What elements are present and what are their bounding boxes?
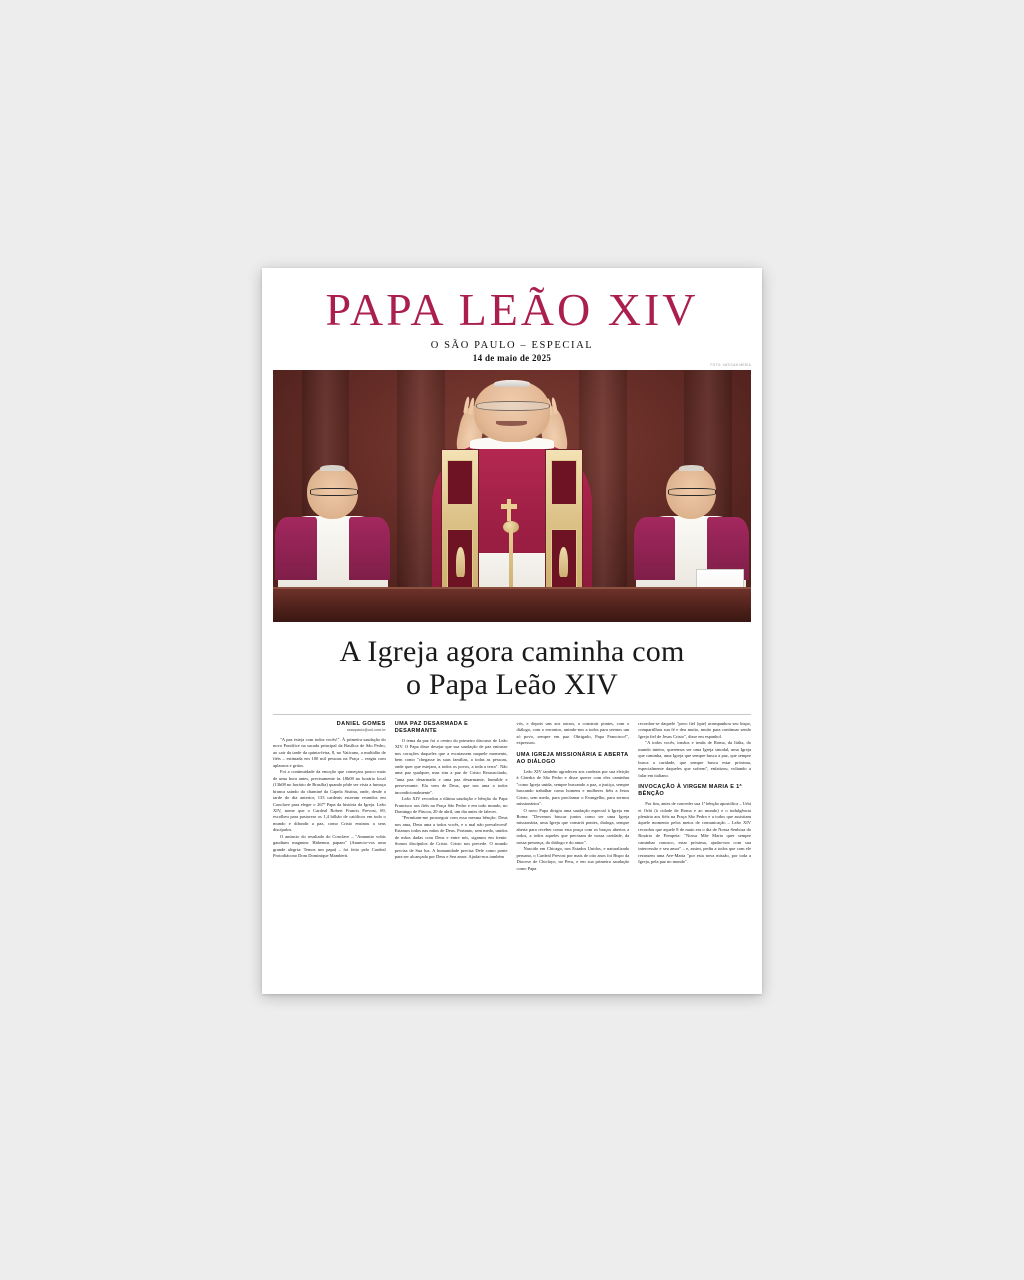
clergy-mozzetta: [634, 517, 675, 579]
masthead-date: 14 de maio de 2025: [472, 353, 552, 363]
byline-author: DANIEL GOMES: [336, 721, 386, 727]
article-column-4: [638, 721, 751, 872]
stole-panel: [551, 460, 577, 504]
paragraph: "A paz esteja com todos vocês!". À primeira saudação do novo Pontífice na sacada principal da Basílica de São Pedro, ao cair da tarde da quinta-feira, 8, no Vaticano, a multidão de fiéis – estimada em 100 mil pessoas na Praça – reagiu com aplausos e gritos.: [273, 737, 386, 768]
headline-line-1: A Igreja agora caminha com: [339, 635, 685, 668]
section-heading-peace: UMA PAZ DESARMADA E DESARMANTE: [394, 721, 469, 734]
clergy-mozzetta: [349, 517, 390, 579]
pope-figure: [421, 375, 603, 622]
clergy-hair: [320, 465, 345, 471]
paragraph: Foi a continuidade da emoção que começara pouco mais de uma hora antes, precisamente às 18h08 no horário local (13h08 no horário de Brasília) quando pôde ser vista a fumaça branca saindo da chaminé da Capela Sistina, onde, desde a tarde do dia anterior, 133 cardeais estavam reunidos em Conclave para eleger o 267º Papa da história da Igreja. Leão XIV, nome que o Cardeal Robert Francis Prevost, 69, escolheu para pastorear os 1,4 bilhão de católicos em todo o mundo e difundir a paz, como Cristo ensinou a seus discípulos.: [273, 769, 386, 833]
section-heading-marian: INVOCAÇÃO À VIRGEM MARIA E 1ª BÊNÇÃO: [638, 784, 742, 798]
pope-glasses: [476, 401, 551, 411]
paragraph: "Permitam-me prosseguir com essa mesma bênção: Deus nos ama, Deus ama a todos vocês, e o mal não prevalecerá! Estamos todos nas mãos de Deus. Portanto, sem medo, unidos de mãos dadas com Deus e entre nós, sigamos em frente. Somos discípulos de Cristo. Cristo nos precede. O mundo precisa de Sua luz. A humanidade precisa Dele como ponte para ser alcançada por Deus e Seu amor. Ajudai-nos também: [394, 815, 508, 860]
paragraph: Nascido em Chicago, nos Estados Unidos, e naturalizado peruano, o Cardeal Prevost por mais de oito anos foi Bispo da Diocese de Chiclayo, no Peru, e em sua primeira saudação como Papa: [516, 846, 630, 871]
article-columns: [273, 721, 751, 872]
stole-panel: [447, 460, 473, 504]
paragraph-continued: recordou-se daquele "povo fiel [que] acompanhou seu bispo, compartilhou sua fé e deu muito, muito para continuar sendo Igreja fiel de Jesus Cristo", disse em espanhol.: [638, 721, 751, 739]
headline-line-2: o Papa Leão XIV: [405, 668, 619, 701]
byline: [273, 721, 386, 732]
balcony-ledge: [273, 587, 751, 622]
pope-smile: [496, 421, 527, 426]
headline-divider: [273, 714, 751, 715]
page-headline: [290, 635, 734, 701]
pope-hair: [494, 380, 531, 387]
masthead-title: PAPA LEÃO XIV: [325, 284, 699, 335]
paragraph: Leão XIV também agradeceu aos cardeais por sua eleição à Cátedra de São Pedro e disse querer com eles caminhar "como Igreja unida, sempre buscando a paz, a justiça, sempre buscando trabalhar como homens e mulheres fiéis a Jesus Cristo, sem medo, para proclamar o Evangelho, para sermos missionários".: [516, 768, 630, 807]
stole-saint-figure: [559, 547, 568, 578]
masthead: [262, 268, 762, 363]
pectoral-cross-icon: [507, 499, 511, 521]
section-heading-missionary: UMA IGREJA MISSIONÁRIA E ABERTA AO DIÁLOGO: [516, 751, 629, 765]
paragraph: O novo Papa dirigiu uma saudação especial à Igreja em Roma: "Devemos buscar juntos como ser uma Igreja missionária, uma Igreja que constrói pontes, dialoga, sempre aberta para receber como esta praça com os braços abertos a todos, a todos aqueles que precisam de nossa caridade, da nossa presença, do diálogo e do amor".: [516, 807, 630, 845]
paragraph: O anúncio do resultado do Conclave – "Annuntio vobis gaudium magnum: Habemus papam" (Anuncio-vos uma grande alegria: Temos um papa) – foi feito pelo Cardeal Protodiácono Dom Dominique Mamberti.: [273, 833, 386, 859]
article-column-3: [517, 721, 630, 872]
clergy-glasses: [310, 488, 358, 496]
paragraph: Leão XIV recordou a última saudação e bênção do Papa Francisco aos fiéis na Praça São Pedro e em todo mundo, no Domingo de Páscoa, 20 de abril, um dia antes de falecer.: [394, 796, 508, 814]
paragraph: O tema da paz foi o centro do primeiro discurso de Leão XIV. O Papa disse desejar que sua saudação de paz entrasse nos corações daqueles que a escutassem naquele momento, bem como "chegasse às suas famílias, a todas as pessoas, onde quer que estejam, a todos os povos, a toda a terra". Não uma paz qualquer, mas sim a paz de Cristo Ressuscitado, "uma paz desarmada e uma paz desarmante, humilde e perseverante. Ela vem de Deus, que nos ama a todos incondicionalmente".: [394, 738, 508, 795]
clergy-hair: [679, 465, 704, 471]
paragraph: Por fim, antes de conceder sua 1ª bênção apostólica – Urbi et Orbi (à cidade de Roma e ao mundo) e o indulgência plenária aos fiéis na Praça São Pedro e a todos que assistiam àquele momento pelos meios de comunicação – Leão XIV recordou que aquele 8 de maio era o dia de Nossa Senhora do Rosário de Pompeia: "Nossa Mãe Maria quer sempre caminhar conosco, estar próxima, ajudar-nos com sua intercessão e seu amor" – e, assim, pediu a todos que com ele rezassem uma Ave-Maria "por esta nova missão, por toda a Igreja, pela paz no mundo".: [638, 801, 751, 865]
lead-photo: [273, 370, 751, 622]
newspaper-page: [262, 268, 762, 994]
clergy-mozzetta: [275, 517, 316, 579]
byline-email: osaopaulo@uol.com.br: [346, 728, 386, 732]
stole-saint-figure: [456, 547, 465, 578]
article-column-2: [395, 721, 508, 872]
paragraph-continued: vós, e depois uns aos outros, a construir pontes, com o diálogo, com o encontro, unindo-nos a todos para sermos um só povo, sempre em paz. Obrigado, Papa Francisco!", expressou.: [516, 721, 630, 746]
masthead-subtitle: O SÃO PAULO – ESPECIAL: [430, 340, 594, 351]
article-column-1: [273, 721, 386, 872]
photo-credit: FOTO: VATICAN MEDIA: [710, 363, 751, 367]
lead-photo-wrapper: [273, 363, 751, 622]
clergy-glasses: [668, 488, 716, 496]
paragraph: "A todos vocês, irmãos e irmãs de Roma, da Itália, do mundo inteiro, queremos ser uma Igreja sinodal, uma Igreja que caminha, uma Igreja que sempre busca a paz, que sempre busca a caridade, que sempre busca estar próxima, especialmente daqueles que sofrem", enfatizou, voltando a falar em italiano.: [638, 740, 751, 778]
